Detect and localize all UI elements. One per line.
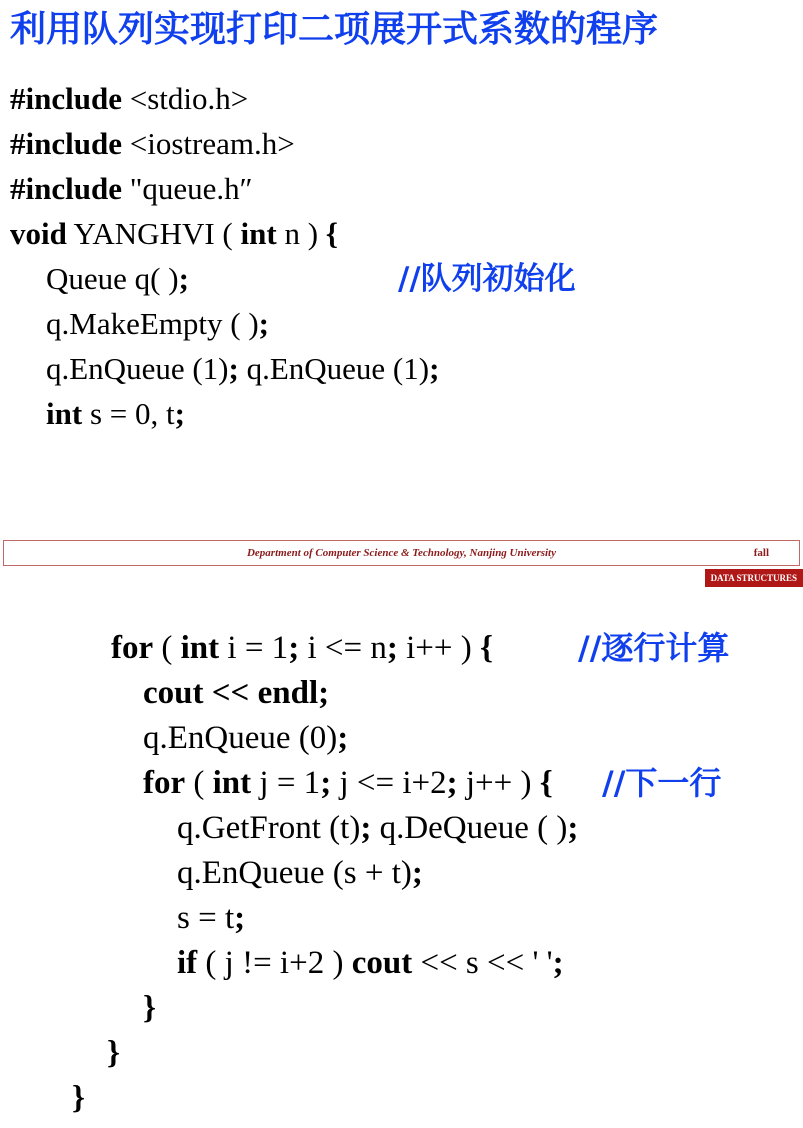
code-line-m2 [143, 670, 329, 716]
semicolon: ; [429, 351, 440, 386]
code-line-3 [10, 166, 253, 212]
semicolon: ; [228, 351, 239, 386]
code-comment: //逐行计算 [578, 629, 730, 667]
code-text: ( j != i+2 ) [197, 945, 352, 981]
code-text: i <= n [299, 630, 387, 666]
code-text: << s << ' ' [412, 945, 553, 981]
code-line-m6 [177, 850, 423, 896]
semicolon: ; [337, 720, 349, 756]
keyword: #include [10, 171, 122, 206]
code-text: ( [185, 765, 213, 801]
code-line-m4 [143, 760, 553, 806]
code-line-8 [46, 391, 185, 437]
code-text: <iostream.h> [121, 126, 295, 161]
code-line-6 [46, 301, 269, 347]
code-text: "queue.h″ [121, 171, 253, 206]
keyword: #include [10, 81, 122, 116]
semicolon: ; [411, 855, 423, 891]
code-line-5 [46, 256, 189, 302]
keyword: int [212, 765, 252, 801]
brace: { [479, 630, 493, 666]
brace: } [72, 1080, 86, 1116]
keyword: int [180, 630, 220, 666]
code-text: j = 1 [251, 765, 321, 801]
code-comment: //下一行 [602, 764, 722, 802]
season-label: fall [753, 547, 769, 559]
code-text: ( [153, 630, 181, 666]
code-text: <stdio.h> [121, 81, 249, 116]
code-line-m9 [143, 985, 156, 1031]
code-text: q.MakeEmpty ( ) [46, 306, 259, 341]
code-text: q.GetFront (t) [177, 810, 361, 846]
semicolon: ; [288, 630, 300, 666]
semicolon: ; [552, 945, 564, 981]
code-line-4 [10, 211, 338, 257]
code-text: s = 0, t [82, 396, 175, 431]
code-line-7 [46, 346, 439, 392]
code-comment: //队列初始化 [398, 261, 576, 297]
semicolon: ; [178, 261, 189, 296]
keyword: int [240, 216, 277, 251]
code-text: YANGHVI ( [66, 216, 241, 251]
code-line-m1 [111, 625, 493, 671]
semicolon: ; [174, 396, 185, 431]
semicolon: ; [320, 765, 332, 801]
code-text: i++ ) [397, 630, 480, 666]
slide-footer [3, 540, 800, 566]
keyword: if [177, 945, 198, 981]
code-text: q.EnQueue (0) [143, 720, 338, 756]
keyword: void [10, 216, 67, 251]
code-text: i = 1 [219, 630, 289, 666]
brace: } [143, 990, 157, 1026]
brace: { [325, 216, 338, 251]
keyword: for [111, 630, 154, 666]
code-line-m8 [177, 940, 564, 986]
keyword: cout [351, 945, 413, 981]
semicolon: ; [567, 810, 579, 846]
brace: } [107, 1035, 121, 1071]
semicolon: ; [234, 900, 246, 936]
code-text: q.DeQueue ( ) [371, 810, 568, 846]
brace: { [539, 765, 553, 801]
code-line-m5 [177, 805, 578, 851]
code-text: q.EnQueue (1) [238, 351, 430, 386]
code-line-m10 [107, 1030, 120, 1076]
code-text: Queue q( ) [46, 261, 179, 296]
code-line-2 [10, 121, 295, 167]
course-badge: DATA STRUCTURES [705, 569, 803, 587]
code-text: s = t [177, 900, 235, 936]
semicolon: ; [258, 306, 269, 341]
code-text: q.EnQueue (s + t) [177, 855, 412, 891]
keyword: for [143, 765, 186, 801]
semicolon: ; [386, 630, 398, 666]
department-label: Department of Computer Science & Technology, Nanjing University [246, 547, 556, 559]
code-line-1 [10, 76, 248, 122]
code-text: q.EnQueue (1) [46, 351, 229, 386]
code-line-m3 [143, 715, 348, 761]
code-text: cout << endl; [143, 675, 330, 711]
semicolon: ; [360, 810, 372, 846]
code-text: j++ ) [457, 765, 540, 801]
slide-title: 利用队列实现打印二项展开式系数的程序 [10, 9, 659, 50]
code-text: n ) [276, 216, 326, 251]
semicolon: ; [446, 765, 458, 801]
keyword: #include [10, 126, 122, 161]
code-line-m11 [72, 1075, 85, 1121]
code-text: j <= i+2 [331, 765, 447, 801]
keyword: int [46, 396, 83, 431]
code-line-m7 [177, 895, 245, 941]
